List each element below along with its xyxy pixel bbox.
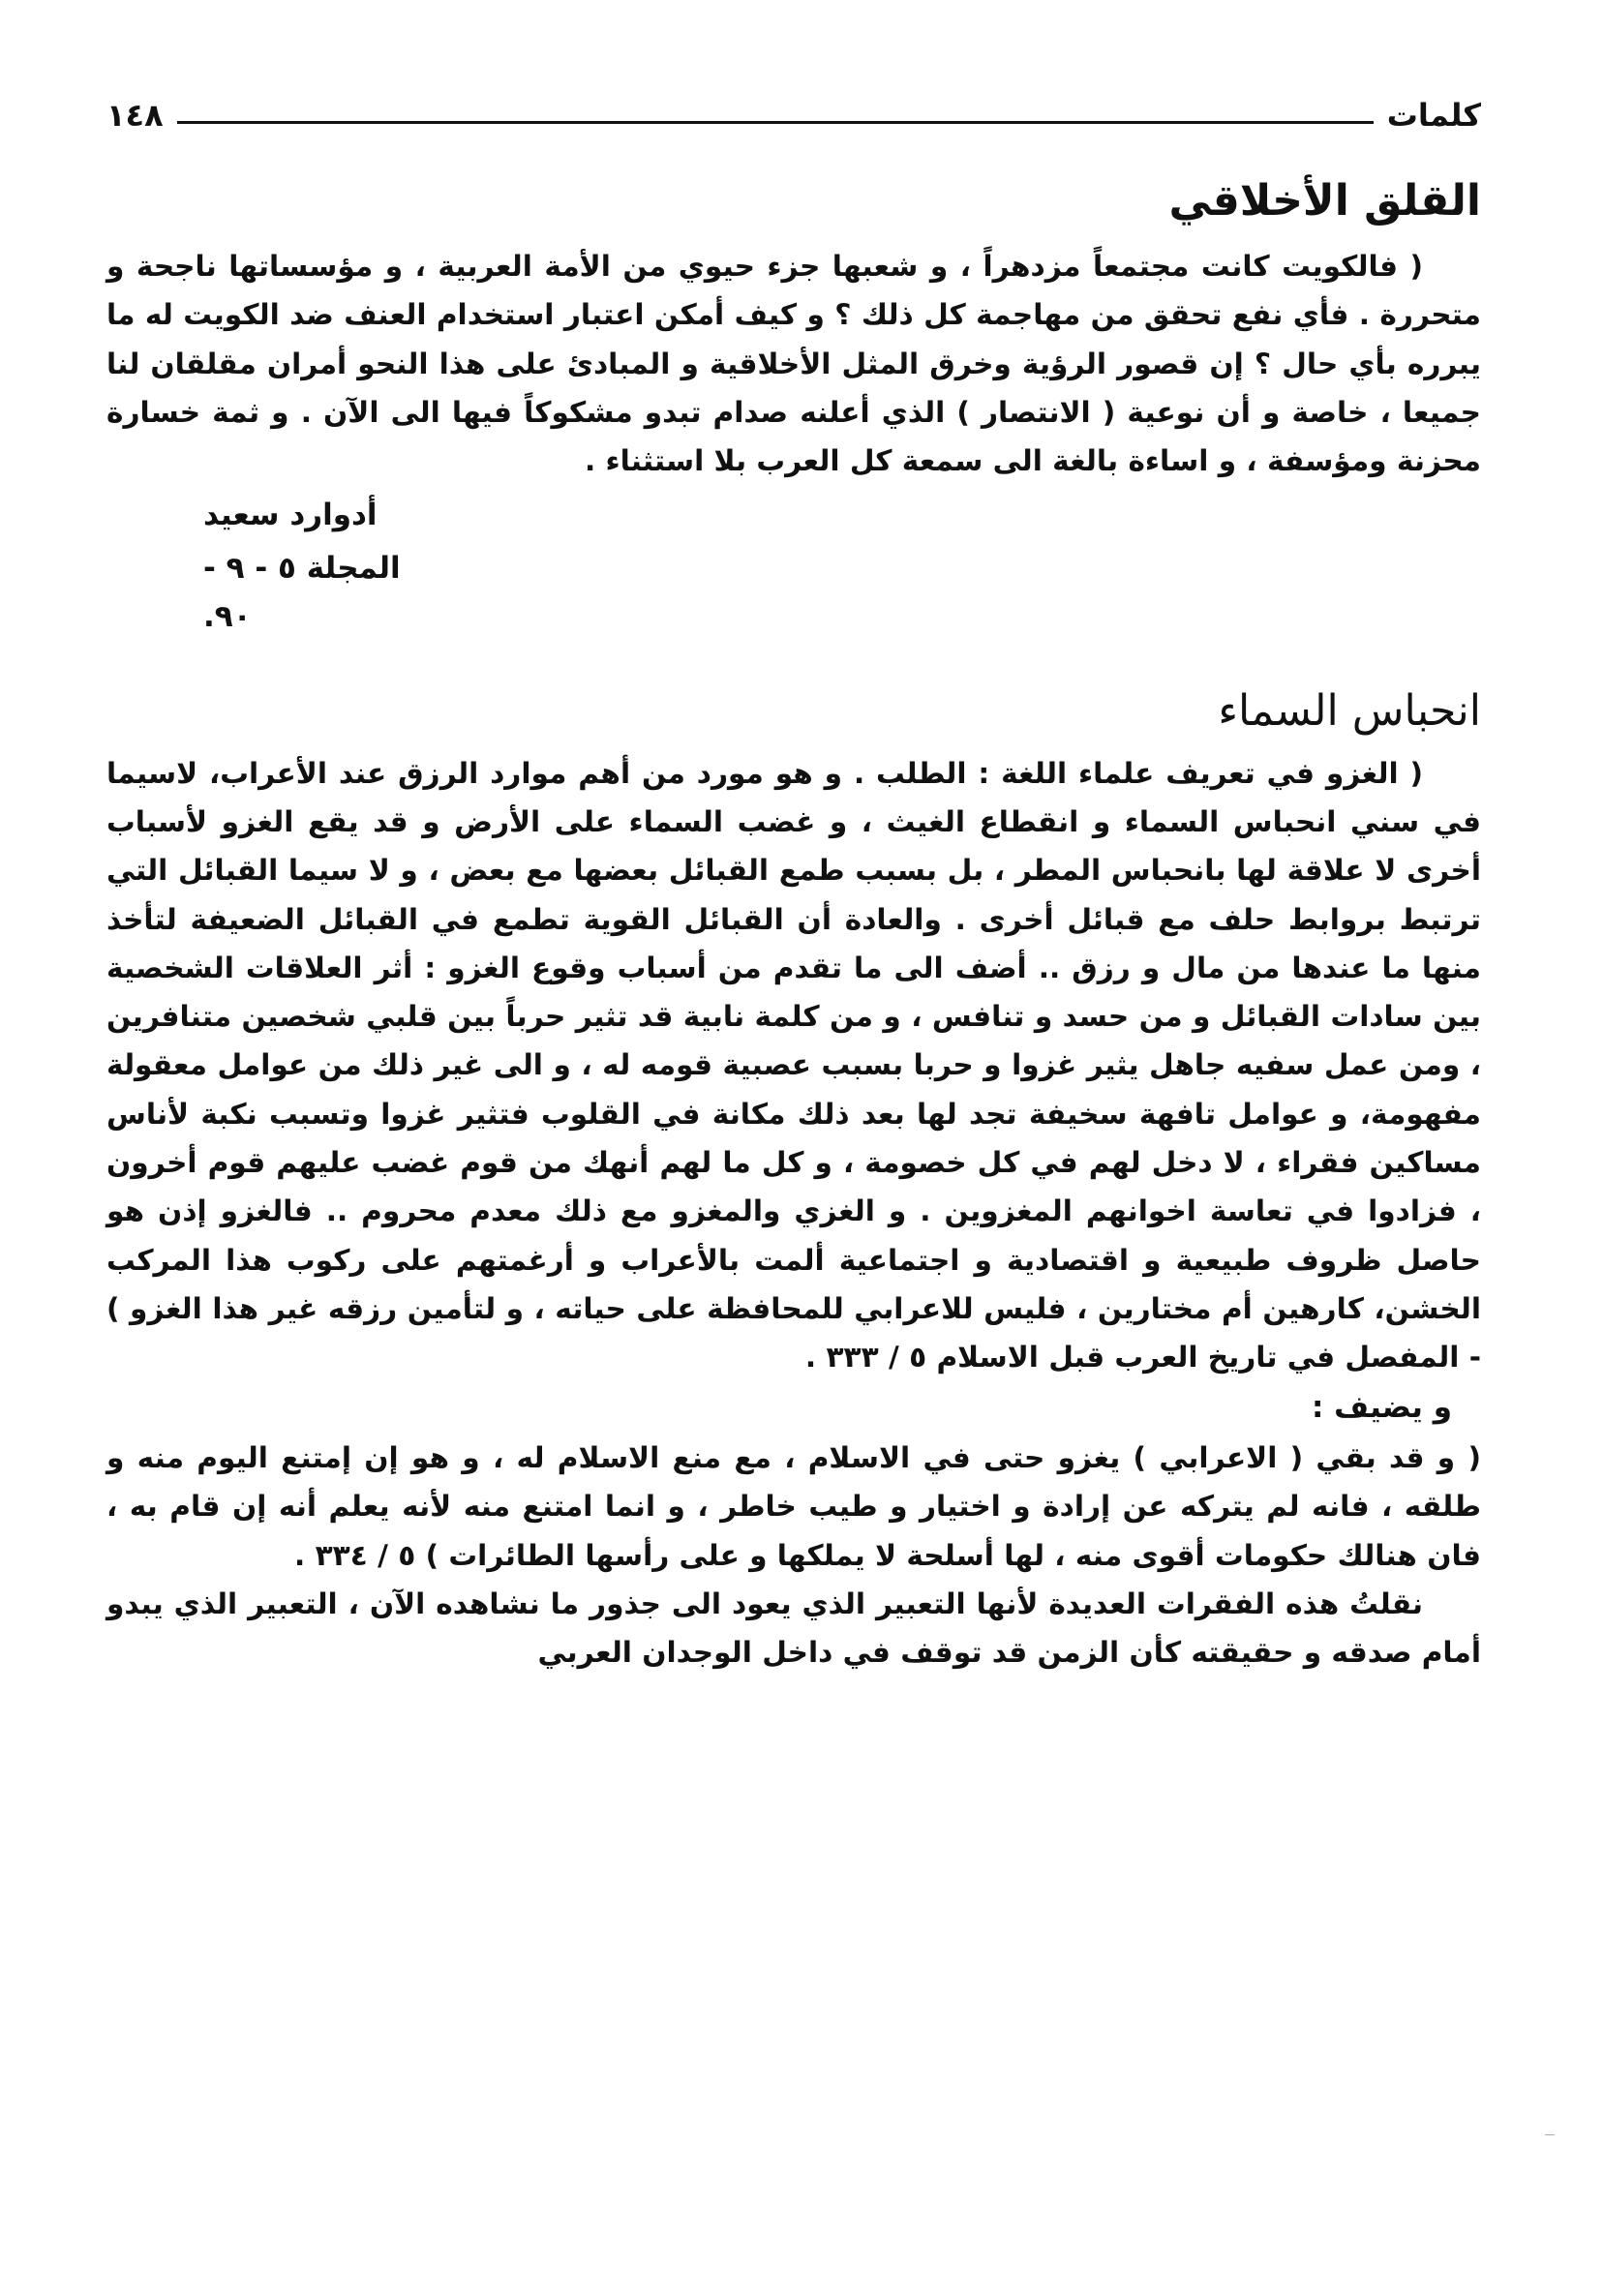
attribution-block [203,492,455,642]
running-title: كلمات [1386,97,1481,134]
page-number: ١٤٨ [106,97,164,134]
quote-paragraph-kuwait: ( فالكويت كانت مجتمعاً مزدهراً ، و شعبها جزء حيوي من الأمة العربية ، و مؤسساتها ناجحة و متحررة . فأي نفع تحقق من مهاجمة كل ذلك ؟ و كيف أمكن اعتبار استخدام العنف ضد الكويت له ما يبرره بأي حال ؟ إن قصور الرؤية وخرق المثل الأخلاقية و المبادئ على هذا النحو أمران مقلقان لنا جميعا ، خاصة و أن نوعية ( الانتصار ) الذي أعلنه صدام تبدو مشكوكاً فيها الى الآن . و ثمة خسارة محزنة ومؤسفة ، و اساءة بالغة الى سمعة كل العرب بلا استثناء . [106,250,1481,478]
quote-paragraph-raiding: ( الغزو في تعريف علماء اللغة : الطلب . و هو مورد من أهم موارد الرزق عند الأعراب، لاسيما في سني انحباس السماء و انقطاع الغيث ، و غضب السماء على الأرض و قد يقع الغزو لأسباب أخرى لا علاقة لها بانحباس المطر ، بل بسبب طمع القبائل بعضها مع بعض ، و لا سيما القبائل التي ترتبط بروابط حلف مع قبائل أخرى . والعادة أن القبائل القوية تطمع في القبائل الضعيفة لتأخذ منها ما عندها من مال و رزق .. أضف الى ما تقدم من أسباب وقوع الغزو : أثر العلاقات الشخصية بين سادات القبائل و من حسد و تنافس ، و من كلمة نابية قد تثير حرباً بين قلبي شخصين متنافرين ، ومن عمل سفيه جاهل يثير غزوا و حربا بسبب عصبية قومه له ، و الى غير ذلك من عوامل معقولة مفهومة، و عوامل تافهة سخيفة تجد لها بعد ذلك مكانة في القلوب فتثير غزوا وتسبب نكبة لأناس مساكين فقراء ، لا دخل لهم في كل خصومة ، و كل ما لهم أنهك من قوم غضب عليهم قوم أخرون ، فزادوا في تعاسة اخوانهم المغزوين . و الغزي والمغزو مع ذلك معدم محروم .. فالغزو إذن هو حاصل ظروف طبيعية و اقتصادية و اجتماعية ألمت بالأعراب و أرغمتهم على ركوب هذا المركب الخشن، كارهين أم مختارين ، فليس للاعرابي للمحافظة على حياته ، و لتأمين رزقه غير هذا الغزو ) - المفصل في تاريخ العرب قبل الاسلام ٥ / ٣٣٣ . [106,756,1481,1375]
source-citation: المجلة ٥ - ٩ - ٩٠. [203,551,401,634]
commentary-paragraph: نقلتُ هذه الفقرات العديدة لأنها التعبير الذي يعود الى جذور ما نشاهده الآن ، التعبير الذي يبدو أمام صدقه و حقيقته كأن الزمن قد توقف في داخل الوجدان العربي [106,1586,1481,1670]
running-header [106,92,1481,138]
section-heading-sky-withholding: انحباس السماء [1218,686,1481,737]
section-heading-moral-anxiety: القلق الأخلاقي [1168,176,1481,226]
quote-paragraph-bedouin: ( و قد بقي ( الاعرابي ) يغزو حتى في الاسلام ، مع منع الاسلام له ، و هو إن إمتنع اليوم منه و طلقه ، فانه لم يتركه عن إرادة و اختيار و طيب خاطر ، و انما امتنع منه لأنه يعلم أنه إن قام به ، فان هنالك حكومات أقوى منه ، لها أسلحة لا يملكها و على رأسها الطائرات ) ٥ / ٣٣٤ . [106,1441,1481,1572]
page [106,92,1481,1677]
adds-label: و يضيف : [1311,1389,1452,1425]
author-name: أدوارد سعيد [203,497,378,532]
scan-mark [1545,2134,1555,2135]
header-rule [177,121,1374,124]
